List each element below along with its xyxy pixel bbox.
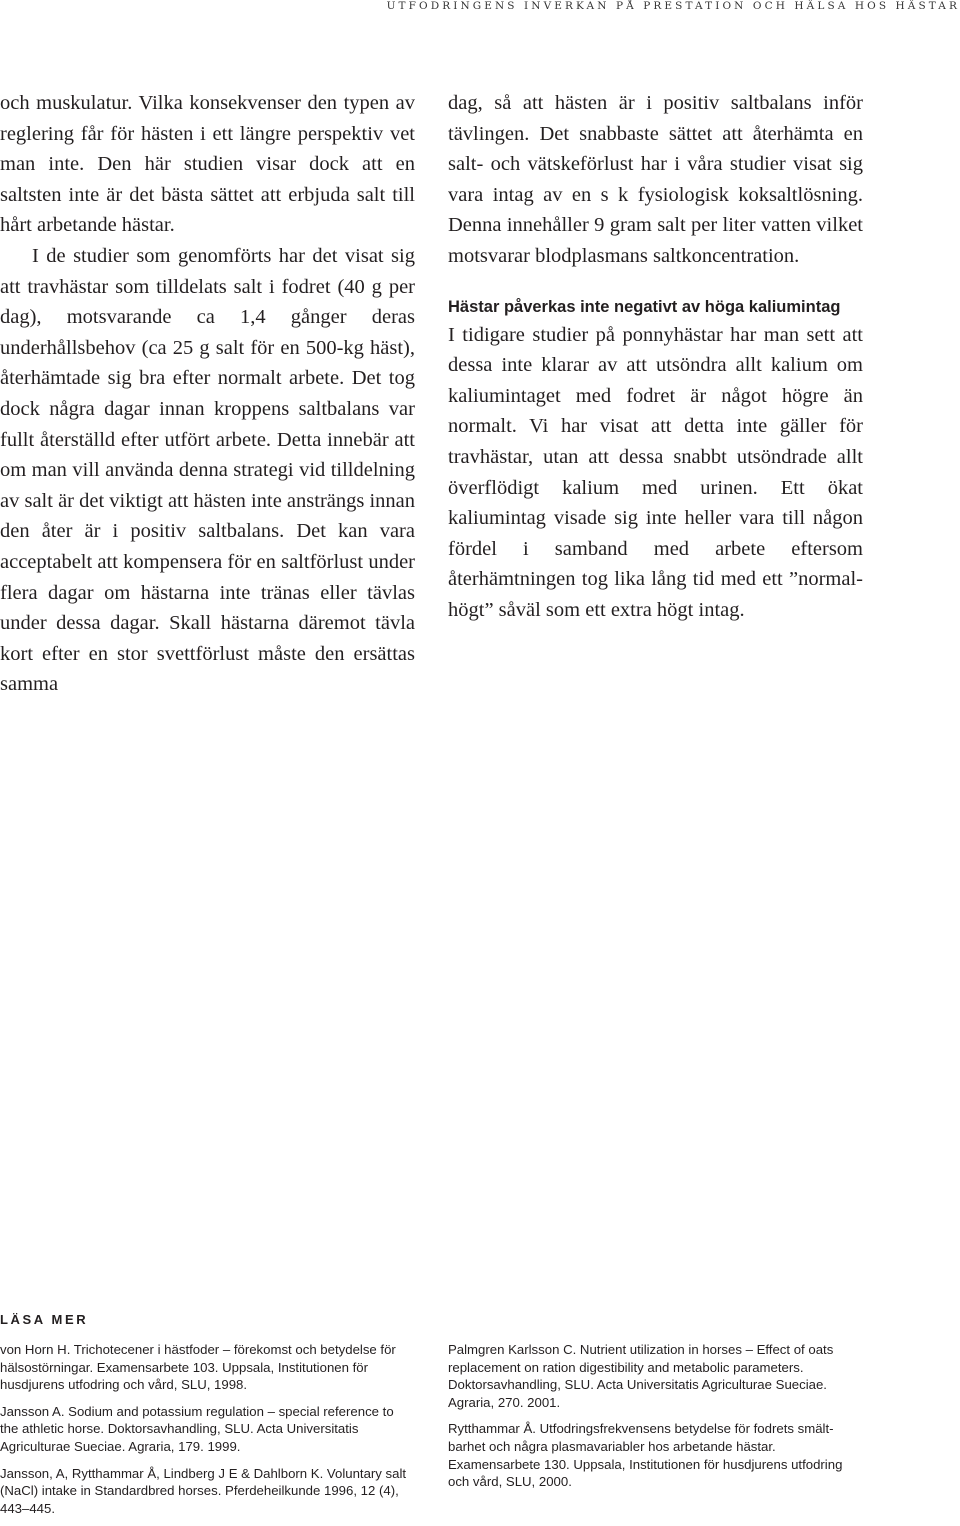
read-more-heading: LÄSA MER — [0, 1312, 89, 1327]
reference-list-right — [448, 1341, 863, 1500]
body-paragraph: I de studier som genomförts har det visat sig att travhästar som tilldelats salt i fodret (40 g per dag), motsvarande ca 1,4 gånger deras underhållsbehov (ca 25 g salt för en 500-kg häst), återhämtade sig bra efter normalt arbete. Det tog dock några dagar innan kroppens saltbalans var fullt återställd efter utfört arbete. Detta innebär att om man vill använda denna strategi vid tilldelning av salt är det viktigt att hästen inte ansträngs innan den åter är i positiv saltbalans. Det kan vara acceptabelt att kompensera för en saltförlust under flera dagar om hästarna inte tränas eller tävlas under dessa dagar. Skall hästarna däremot tävla kort efter en stor svettförlust måste den ersättas samma — [0, 244, 416, 696]
reference-item: von Horn H. Trichotecener i hästfoder – förekomst och betydelse för hälsostörningar. Examensarbete 103. Uppsala, Institutionen för husdjurens utfodring och vård, SLU, 1998. — [0, 1342, 396, 1393]
reference-item: Jansson, A, Rytthammar Å, Lindberg J E & Dahlborn K. Voluntary salt (NaCl) intake in Standardbred horses. Pferdeheilkunde 1996, 12 (4), 443–445. — [0, 1465, 407, 1516]
body-paragraph: och muskulatur. Vilka konsekvenser den typen av reglering får för hästen i ett längre perspektiv vet man inte. Den här studien visar dock att en saltsten inte är det bästa sättet att erbjuda salt till hårt arbetande hästar. — [0, 92, 415, 237]
reference-item: Rytthammar Å. Utfodringsfrekvensens betydelse för fodrets smältbarhet och några plasmavariabler hos arbetande hästar. Examensarbete 130. Uppsala, Institutionen för husdjurens utfodring och vård, SLU, 2000. — [448, 1421, 843, 1490]
section-subheading: Hästar påverkas inte negativt av höga kaliumintag — [448, 297, 841, 316]
body-paragraph: I tidigare studier på ponnyhästar har man sett att dessa inte klarar av att utsöndra allt kalium om kaliumintaget med fodret är något högre än normalt. Vi har visat att detta inte gäller för travhästar, utan att dessa snabbt utsöndrade allt överflödigt kalium med urinen. Ett ökat kaliumintag visade sig inte heller vara till någon fördel i samband med arbete eftersom återhämtningen tog lika lång tid med ett ”normal-högt” såväl som ett extra högt intag. — [448, 323, 863, 621]
reference-list-left — [0, 1341, 415, 1526]
reference-item: Palmgren Karlsson C. Nutrient utilization in horses – Effect of oats replacement on ration digestibility and metabolic parameters. Doktorsavhandling, SLU. Acta Universitatis Agriculturae Sueciae. Agraria, 270. 2001. — [448, 1342, 834, 1410]
reference-item: Jansson A. Sodium and potassium regulation – special reference to the athletic horse. Doktorsavhandling, SLU. Acta Universitatis Agriculturae Sueciae. Agraria, 179. 1999. — [0, 1403, 394, 1454]
body-paragraph: dag, så att hästen är i positiv saltbalans inför tävlingen. Det snabbaste sättet att återhämta en salt- och vätskeförlust har i våra studier visat sig vara intag av en s k fysiologisk koksaltlösning. Denna innehåller 9 gram salt per liter vatten vilket motsvarar blodplasmans saltkoncentration. — [448, 92, 863, 267]
right-text-column — [448, 88, 863, 626]
left-text-column — [0, 88, 415, 700]
running-header: UTFODRINGENS INVERKAN PÅ PRESTATION OCH HÄLSA HOS HÄSTAR — [386, 0, 960, 12]
